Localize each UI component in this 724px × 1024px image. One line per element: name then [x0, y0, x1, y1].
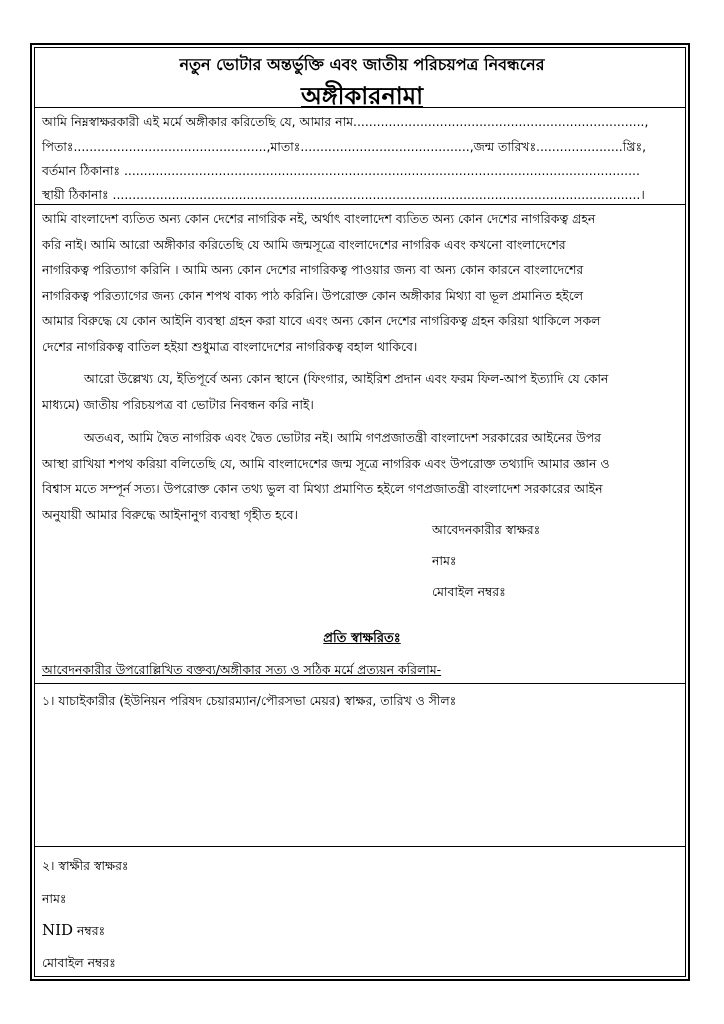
divider	[34, 683, 686, 684]
declaration-paragraph-3	[42, 425, 682, 527]
applicant-name-label: নামঃ	[432, 553, 457, 568]
paragraph-line: নাগরিকত্ব পরিত্যাগ করিনি । আমি অন্য কোন দেশের নাগরিকত্ব পাওয়ার জন্য বা অন্য কোন কারনে বাংলাদেশের	[42, 262, 584, 277]
attestation-statement: আবেদনকারীর উপরোল্লিখিত বক্তব্য/অঙ্গীকার সত্য ও সঠিক মর্মে প্রত্যয়ন করিলাম-	[42, 662, 442, 677]
witness-signature-item: ২। স্বাক্ষীর স্বাক্ষরঃ	[42, 858, 129, 873]
divider	[34, 107, 686, 108]
paragraph-line: আস্থা রাখিয়া শপথ করিয়া বলিতেছি যে, আমি বাংলাদেশের জন্ম সূত্রে নাগরিক এবং উপরোক্ত তথ্যাদি আমার জ্ঞান ও	[42, 455, 610, 471]
declaration-paragraph-1	[42, 206, 682, 359]
countersign-heading: প্রতি স্বাক্ষরিতঃ	[323, 631, 401, 646]
paragraph-line: দেশের নাগরিকত্ব বাতিল হইয়া শুধুমাত্র বাংলাদেশের নাগরিকত্ব বহাল থাকিবে।	[42, 338, 418, 354]
witness-nid-label	[42, 921, 105, 943]
divider	[34, 204, 686, 205]
paragraph-line: অনুযায়ী আমার বিরুদ্ধে আইনানুগ ব্যবস্থা গৃহীত হবে।	[42, 506, 298, 522]
paragraph-line: বিশ্বাস মতে সম্পূর্ন সত্য। উপরোক্ত কোন তথ্য ভুল বা মিথ্যা প্রমাণিত হইলে গণপ্রজাতন্ত্রী বাংলাদেশ সরকারের আইন	[42, 481, 603, 496]
witness-name-label: নামঃ	[42, 891, 67, 906]
applicant-mobile-label: মোবাইল নম্বরঃ	[432, 584, 506, 599]
paragraph-line: অতএব, আমি দ্বৈত নাগরিক এবং দ্বৈত ভোটার নই। আমি গণপ্রজাতন্ত্রী বাংলাদেশ সরকারের আইনের উপর	[84, 430, 601, 445]
paragraph-line: আরো উল্লেখ্য যে, ইতিপূর্বে অন্য কোন স্থানে (ফিংগার, আইরিশ প্রদান এবং ফরম ফিল-আপ ইত্যাদি যে কোন	[84, 371, 609, 386]
divider	[34, 846, 686, 847]
verifier-signature-item: ১। যাচাইকারীর (ইউনিয়ন পরিষদ চেয়ারম্যান/পৌরসভা মেয়র) স্বাক্ষর, তারিখ ও সীলঃ	[42, 693, 457, 708]
form-heading: অঙ্গীকারনামা	[300, 82, 424, 110]
applicant-signature-label: আবেদনকারীর স্বাক্ষরঃ	[432, 522, 541, 537]
nid-suffix: নম্বরঃ	[77, 923, 106, 938]
paragraph-line: মাধ্যমে) জাতীয় পরিচয়পত্র বা ভোটার নিবন্ধন করি নাই।	[42, 396, 314, 412]
permanent-address-line: স্থায়ী ঠিকানাঃ ......................................................................................................................................।	[42, 187, 645, 202]
paragraph-line: আমি বাংলাদেশ ব্যতিত অন্য কোন দেশের নাগরিক নই, অর্থাৎ বাংলাদেশ ব্যতিত অন্য কোন দেশের নাগরিকত্ব গ্রহন	[42, 211, 596, 226]
witness-mobile-label: মোবাইল নম্বরঃ	[42, 955, 116, 970]
declaration-paragraph-2	[42, 366, 682, 417]
applicant-name-line: আমি নিম্নস্বাক্ষরকারী এই মর্মে অঙ্গীকার করিতেছি যে, আমার নাম..........................................................................,	[42, 114, 649, 129]
paragraph-line: করি নাই। আমি আরো অঙ্গীকার করিতেছি যে আমি জন্মসূত্রে বাংলাদেশের নাগরিক এবং কখনো বাংলাদেশের	[42, 236, 566, 252]
parents-dob-line: পিতাঃ.................................................,মাতাঃ...........................................,জন্ম তারিখঃ......................খ্রিঃ,	[42, 139, 647, 154]
paragraph-line: আমার বিরুদ্ধে যে কোন আইনি ব্যবস্থা গ্রহন করা যাবে এবং অন্য কোন দেশের নাগরিকত্ব গ্রহন করিয়া থাকিলে সকল	[42, 313, 601, 328]
form-title: নতুন ভোটার অন্তর্ভুক্তি এবং জাতীয় পরিচয়পত্র নিবন্ধনের	[179, 55, 545, 74]
paragraph-line: নাগরিকত্ব পরিত্যাগের জন্য কোন শপথ বাক্য পাঠ করিনি। উপরোক্ত কোন অঙ্গীকার মিথ্যা বা ভূল প্রমানিত হইলে	[42, 287, 583, 303]
nid-prefix: NID	[42, 921, 74, 939]
present-address-line: বর্তমান ঠিকানাঃ ...................................................................................................................................	[42, 163, 640, 178]
